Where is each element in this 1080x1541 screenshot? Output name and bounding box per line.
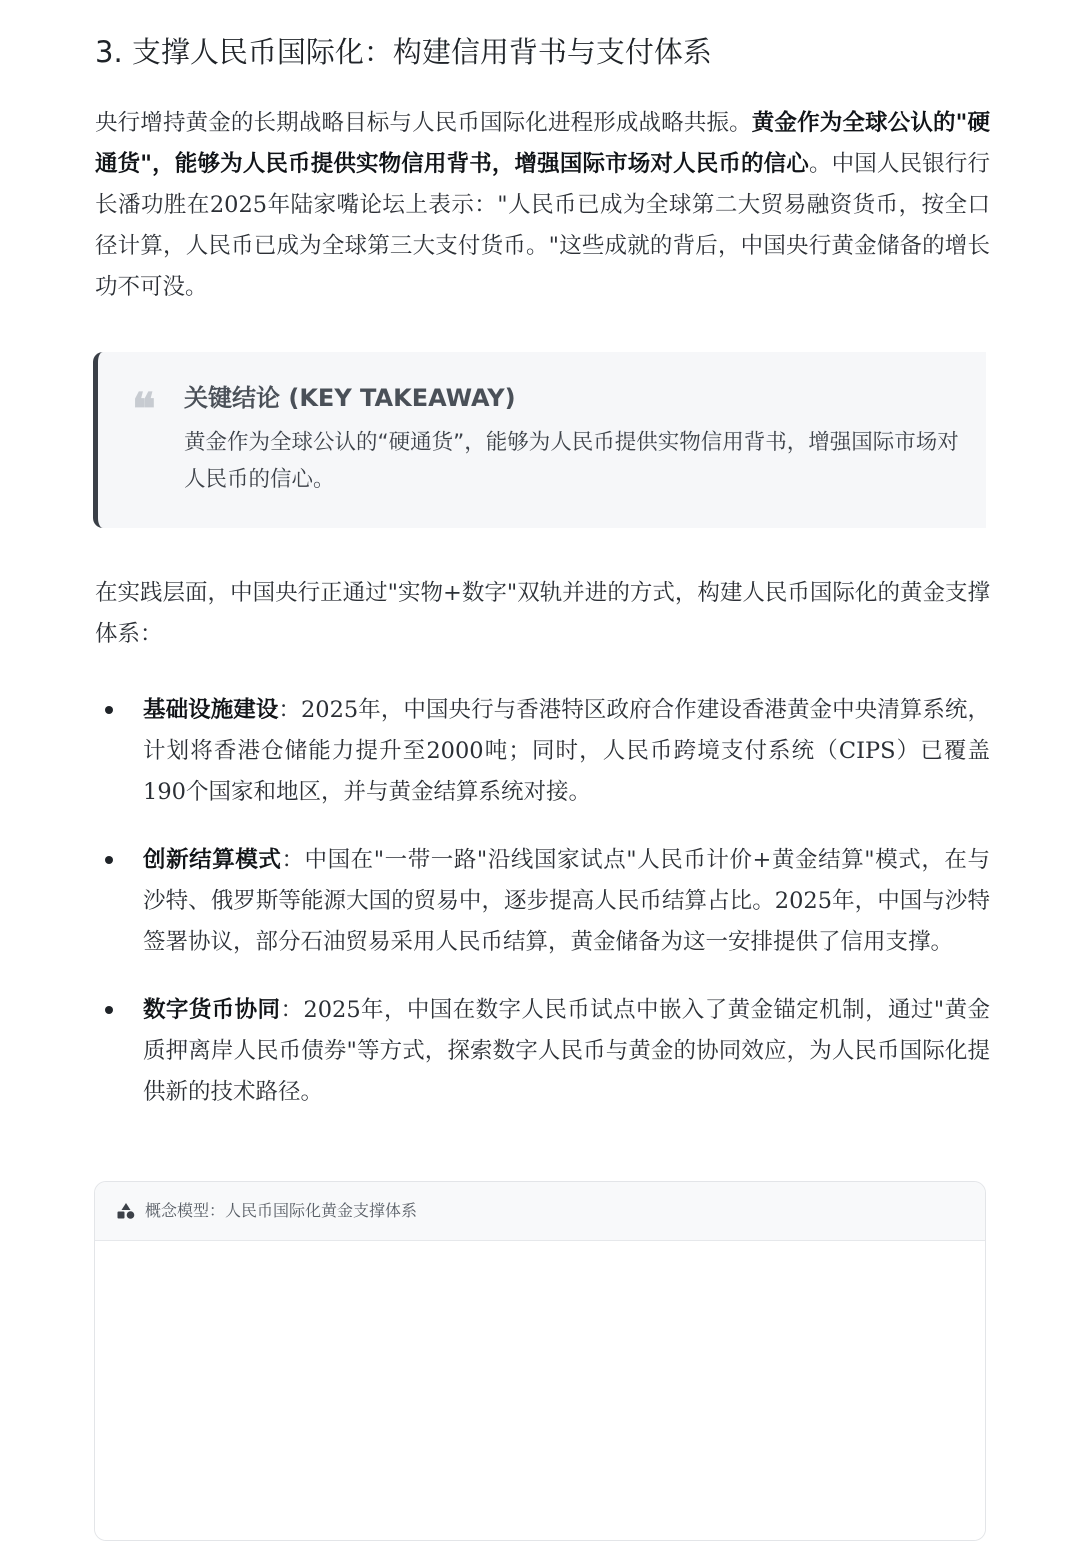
- diagram-canvas: [95, 1241, 985, 1540]
- intro-bold-statement: 黄金作为全球公认的"硬通货"，能够为人民币提供实物信用背书，增强国际市场对人民币的信心: [95, 110, 990, 177]
- quote-icon: ❝: [132, 384, 156, 435]
- bullet-label: 基础设施建设: [143, 697, 279, 723]
- bullet-dot: [105, 856, 113, 864]
- shapes-icon: [117, 1203, 135, 1219]
- key-takeaway-callout: [93, 352, 986, 528]
- bullet-label: 创新结算模式: [143, 847, 282, 873]
- intro-rest: 。中国人民银行行长潘功胜在2025年陆家嘴论坛上表示："人民币已成为全球第二大贸易融资货币，按全口径计算，人民币已成为全球第三大支付货币。"这些成就的背后，中国央行黄金储备的增长功不可没。: [95, 151, 990, 300]
- card-header: [95, 1182, 985, 1241]
- list-item: [95, 840, 990, 963]
- concept-model-card: [94, 1181, 986, 1541]
- list-item: [95, 990, 990, 1113]
- bullet-label: 数字货币协同: [143, 997, 281, 1023]
- callout-text: 黄金作为全球公认的“硬通货”，能够为人民币提供实物信用背书，增强国际市场对人民币的信心。: [184, 430, 959, 492]
- section-title: 3. 支撑人民币国际化：构建信用背书与支付体系: [95, 35, 712, 69]
- list-item: [95, 690, 990, 813]
- callout-title: 关键结论 (KEY TAKEAWAY): [184, 384, 516, 412]
- intro-lead: 央行增持黄金的长期战略目标与人民币国际化进程形成战略共振。: [95, 110, 752, 136]
- intro-paragraph: [95, 103, 990, 308]
- card-title: 概念模型：人民币国际化黄金支撑体系: [145, 1201, 418, 1220]
- bullet-text: ：中国在"一带一路"沿线国家试点"人民币计价+黄金结算"模式，在与沙特、俄罗斯等能源大国的贸易中，逐步提高人民币结算占比。2025年，中国与沙特签署协议，部分石油贸易采用人民币结算，黄金储备为这一安排提供了信用支撑。: [143, 847, 990, 955]
- bullet-list: [95, 690, 990, 1140]
- bullet-text: ：2025年，中国在数字人民币试点中嵌入了黄金锚定机制，通过"黄金质押离岸人民币债券"等方式，探索数字人民币与黄金的协同效应，为人民币国际化提供新的技术路径。: [143, 997, 990, 1105]
- practice-paragraph: 在实践层面，中国央行正通过"实物+数字"双轨并进的方式，构建人民币国际化的黄金支撑体系：: [95, 580, 990, 647]
- bullet-dot: [105, 1006, 113, 1014]
- bullet-dot: [105, 706, 113, 714]
- bullet-text: ：2025年，中国央行与香港特区政府合作建设香港黄金中央清算系统，计划将香港仓储能力提升至2000吨；同时，人民币跨境支付系统（CIPS）已覆盖190个国家和地区，并与黄金结算系统对接。: [143, 697, 990, 805]
